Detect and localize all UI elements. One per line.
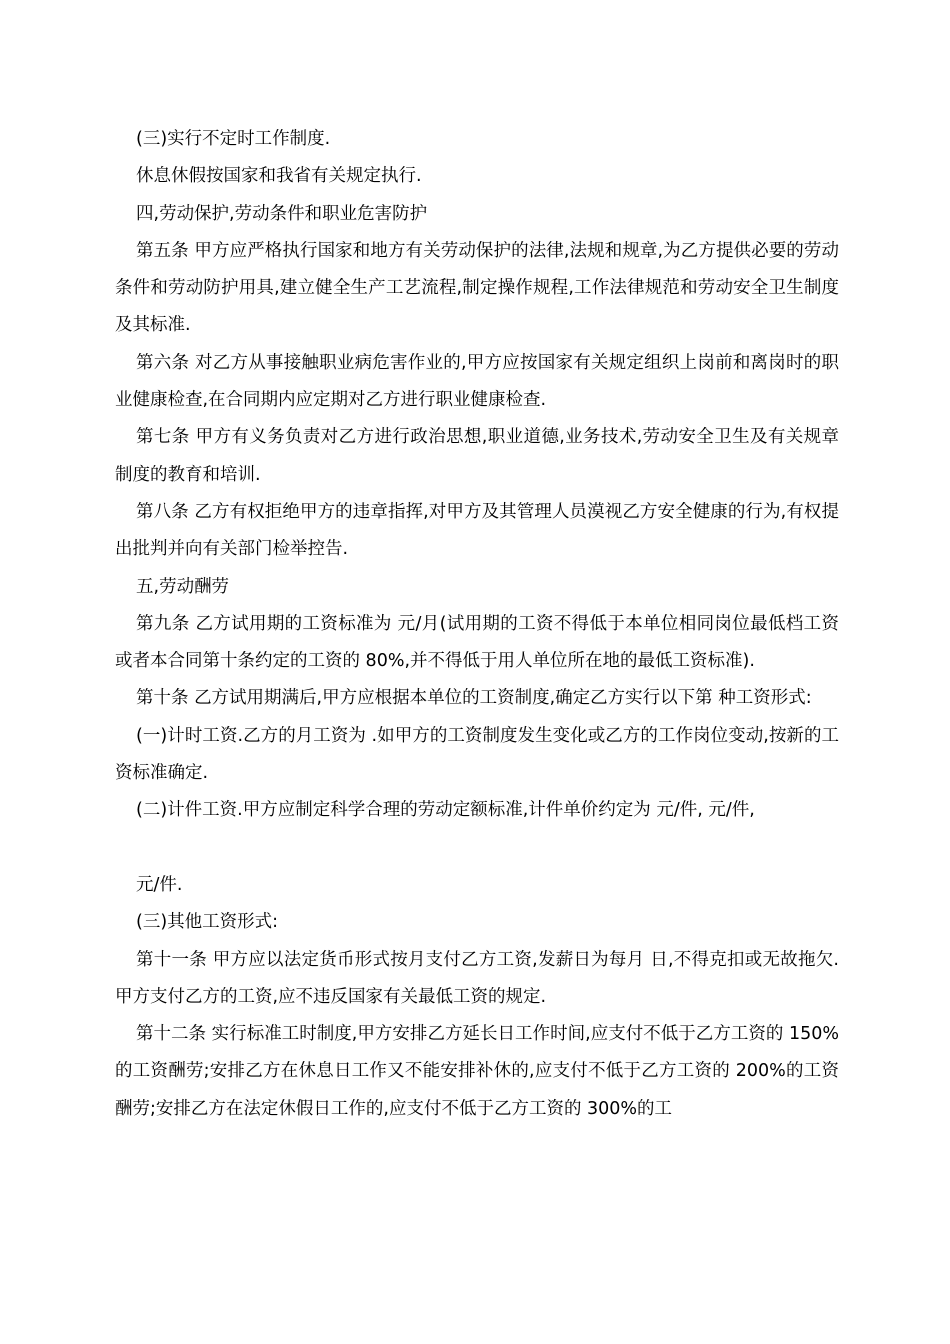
article-7: 第七条 甲方有义务负责对乙方进行政治思想,职业道德,业务技术,劳动安全卫生及有关规章制度的教育和培训.	[115, 427, 839, 485]
wage-form-piece-rate: (二)计件工资.甲方应制定科学合理的劳动定额标准,计件单价约定为 元/件, 元/件,	[136, 800, 755, 821]
piece-rate-continuation: 元/件.	[136, 874, 183, 895]
article-9: 第九条 乙方试用期的工资标准为 元/月(试用期的工资不得低于本单位相同岗位最低档工资或者本合同第十条约定的工资的 80%,并不得低于用人单位所在地的最低工资标准).	[115, 613, 839, 672]
article-6: 第六条 对乙方从事接触职业病危害作业的,甲方应按国家有关规定组织上岗前和离岗时的职业健康检查,在合同期内应定期对乙方进行职业健康检查.	[115, 352, 839, 411]
paragraph-item-3-clause: (三)实行不定时工作制度.	[136, 129, 331, 149]
document-body	[115, 121, 839, 1128]
article-8: 第八条 乙方有权拒绝甲方的违章指挥,对甲方及其管理人员漠视乙方安全健康的行为,有权提出批判并向有关部门检举控告.	[115, 501, 839, 560]
article-12: 第十二条 实行标准工时制度,甲方安排乙方延长日工作时间,应支付不低于乙方工资的 150%的工资酬劳;安排乙方在休息日工作又不能安排补休的,应支付不低于乙方工资的 200%的工资酬劳;安排乙方在法定休假日工作的,应支付不低于乙方工资的 300%的工	[115, 1024, 839, 1119]
article-5: 第五条 甲方应严格执行国家和地方有关劳动保护的法律,法规和规章,为乙方提供必要的劳动条件和劳动防护用具,建立健全生产工艺流程,制定操作规程,工作法律规范和劳动安全卫生制度及其标准.	[115, 240, 839, 336]
wage-form-other: (三)其他工资形式:	[136, 912, 279, 933]
section-heading-remuneration: 五,劳动酬劳	[136, 576, 230, 597]
article-10: 第十条 乙方试用期满后,甲方应根据本单位的工资制度,确定乙方实行以下第 种工资形式:	[136, 688, 812, 709]
wage-form-time-based: (一)计时工资.乙方的月工资为 .如甲方的工资制度发生变化或乙方的工作岗位变动,按新的工资标准确定.	[115, 725, 839, 784]
section-heading-labor-protection: 四,劳动保护,劳动条件和职业危害防护	[136, 203, 428, 224]
paragraph-rest-leave: 休息休假按国家和我省有关规定执行.	[136, 166, 422, 187]
article-11: 第十一条 甲方应以法定货币形式按月支付乙方工资,发薪日为每月 日,不得克扣或无故拖欠.甲方支付乙方的工资,应不违反国家有关最低工资的规定.	[115, 949, 839, 1007]
